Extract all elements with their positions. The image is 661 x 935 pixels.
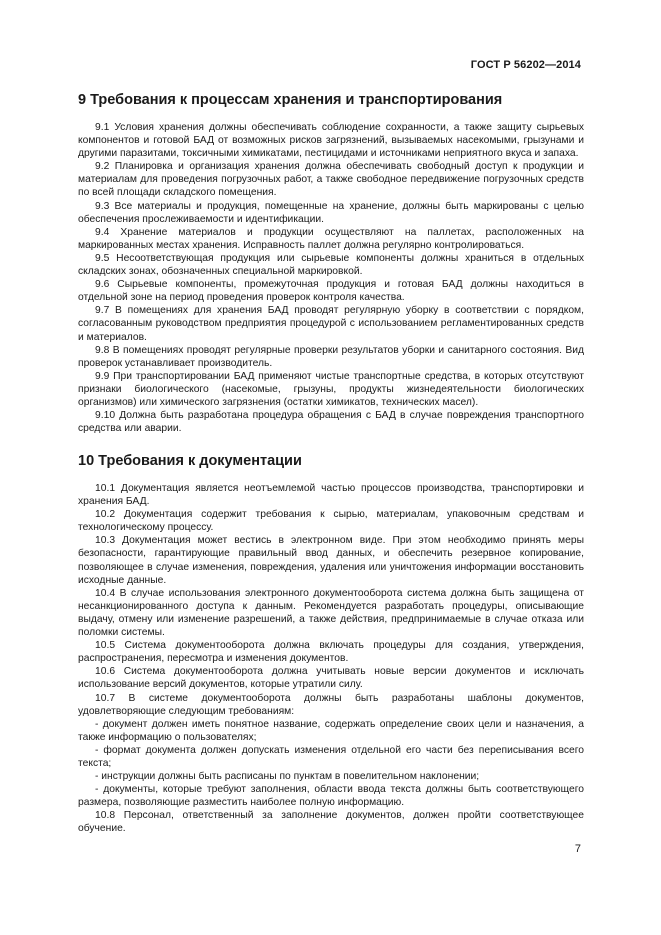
page-number: 7 xyxy=(574,843,581,855)
paragraph-10-7: 10.7 В системе документооборота должны быть разработаны шаблоны документов, удовлетворяющие следующим требованиям: xyxy=(78,692,584,717)
list-item-10-7-b: - формат документа должен допускать изменения отдельной его части без переписывания всего текста; xyxy=(78,744,584,769)
paragraph-10-5: 10.5 Система документооборота должна включать процедуры для создания, утверждения, распространения, пересмотра и изменения документов. xyxy=(78,640,584,665)
paragraph-10-3: 10.3 Документация может вестись в электронном виде. При этом необходимо принять меры безопасности, гарантирующие правильный ввод данных, и обеспечить резервное копирование, позволяющее в случае изменения, повреждения, удаления или уничтожения информации восстановить исходные данные. xyxy=(78,535,584,586)
paragraph-10-6: 10.6 Система документооборота должна учитывать новые версии документов и исключать использование версий документов, которые утратили силу. xyxy=(78,666,584,691)
paragraph-10-1: 10.1 Документация является неотъемлемой частью процессов производства, транспортировки и хранения БАД. xyxy=(78,483,584,508)
list-item-10-7-d: - документы, которые требуют заполнения, области ввода текста должны быть соответствующего размера, позволяющие разместить наиболее полную информацию. xyxy=(78,784,584,809)
paragraph-9-6: 9.6 Сырьевые компоненты, промежуточная продукция и готовая БАД должны находиться в отдельной зоне на период проведения проверок контроля качества. xyxy=(78,279,584,304)
list-item-10-7-a: - документ должен иметь понятное название, содержать определение своих цели и назначения, а также информацию о пользователях; xyxy=(78,718,584,743)
paragraph-9-7: 9.7 В помещениях для хранения БАД проводят регулярную уборку в соответствии с порядком, согласованным руководством предприятия процедурой с использованием регламентированных средств и материалов. xyxy=(78,305,584,343)
paragraph-9-8: 9.8 В помещениях проводят регулярные проверки результатов уборки и санитарного состояния. Вид проверок устанавливает производитель. xyxy=(78,344,584,369)
paragraph-9-4: 9.4 Хранение материалов и продукции осуществляют на паллетах, расположенных на маркированных местах хранения. Исправность паллет должна регулярно контролироваться. xyxy=(78,226,584,251)
paragraph-10-2: 10.2 Документация содержит требования к сырью, материалам, упаковочным средствам и технологическому процессу. xyxy=(78,509,584,534)
section-10-title: 10 Требования к документации xyxy=(78,453,302,469)
section-9-title: 9 Требования к процессам хранения и транспортирования xyxy=(78,92,503,108)
paragraph-9-5: 9.5 Несоответствующая продукция или сырьевые компоненты должны храниться в отдельных складских зонах, обозначенных специальной маркировкой. xyxy=(78,252,584,278)
paragraph-9-10: 9.10 Должна быть разработана процедура обращения с БАД в случае повреждения транспортного средства или аварии. xyxy=(78,410,584,435)
paragraph-9-1: 9.1 Условия хранения должны обеспечивать соблюдение сохранности, а также защиту сырьевых компонентов и готовой БАД от возможных рисков загрязнений, вызываемых насекомыми, грызунами и другими паразитами, токсичными химикатами, пестицидами и источниками неприятного вкуса и запаха. xyxy=(78,122,584,160)
paragraph-9-9: 9.9 При транспортировании БАД применяют чистые транспортные средства, в которых отсутствуют признаки биологического (насекомые, грызуны, продукты жизнедеятельности биологических организмов) или химического загрязнения (остатки химикатов, технических масел). xyxy=(78,370,584,408)
section-9 xyxy=(78,91,584,435)
standard-header: ГОСТ Р 56202—2014 xyxy=(470,59,581,71)
paragraph-10-4: 10.4 В случае использования электронного документооборота система должна быть защищена от несанкционированного доступа к данным. Рекомендуется разработать процедуры, описывающие выдачу, отмену или изменение разрешений, а также действия, предпринимаемые в случае отказа или поломки системы. xyxy=(78,587,584,639)
section-10 xyxy=(78,452,584,836)
paragraph-9-3: 9.3 Все материалы и продукция, помещенные на хранение, должны быть маркированы с целью обеспечения прослеживаемости и идентификации. xyxy=(78,200,584,225)
list-item-10-7-c: - инструкции должны быть расписаны по пунктам в повелительном наклонении; xyxy=(95,771,480,783)
paragraph-10-8: 10.8 Персонал, ответственный за заполнение документов, должен пройти соответствующее обучение. xyxy=(78,810,584,835)
paragraph-9-2: 9.2 Планировка и организация хранения должна обеспечивать свободный доступ к продукции и материалам для проведения погрузочных работ, а также свободное передвижение погрузочных средств по всей площади складского помещения. xyxy=(78,161,584,199)
